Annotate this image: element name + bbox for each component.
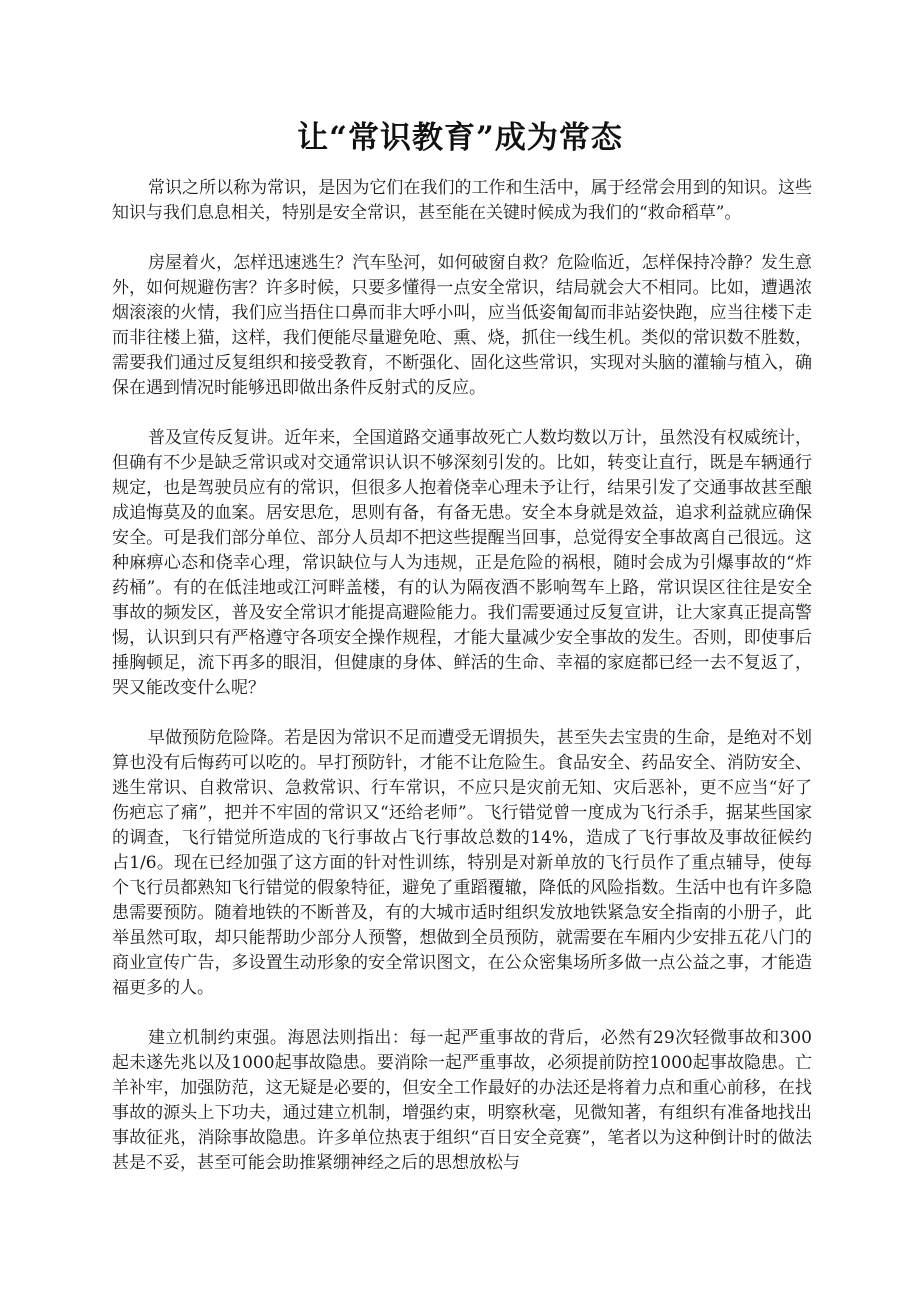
paragraph-5: 建立机制约束强。海恩法则指出：每一起严重事故的背后，必然有29次轻微事故和300起未遂先兆以及1000起事故隐患。要消除一起严重事故，必须提前防控1000起事故隐患。亡羊补牢，加强防范，这无疑是必要的，但安全工作最好的办法还是将着力点和重心前移，在找事故的源头上下功夫，通过建立机制，增强约束，明察秋毫，见微知著，有组织有准备地找出事故征兆，消除事故隐患。许多单位热衷于组织“百日安全竞赛”，笔者以为这种倒计时的做法甚是不妥，甚至可能会助推紧绷神经之后的思想放松与 [112, 1028, 812, 1173]
paragraph-3: 普及宣传反复讲。近年来，全国道路交通事故死亡人数均数以万计，虽然没有权威统计，但确有不少是缺乏常识或对交通常识认识不够深刻引发的。比如，转变让直行，既是车辆通行规定，也是驾驶员应有的常识，但很多人抱着侥幸心理未予让行，结果引发了交通事故甚至酿成追悔莫及的血案。居安思危，思则有备，有备无患。安全本身就是效益，追求利益就应确保安全。可是我们部分单位、部分人员却不把这些提醒当回事，总觉得安全事故离自己很远。这种麻痹心态和侥幸心理，常识缺位与人为违规，正是危险的祸根，随时会成为引爆事故的“炸药桶”。有的在低洼地或江河畔盖楼，有的认为隔夜酒不影响驾车上路，常识误区往往是安全事故的频发区，普及安全常识才能提高避险能力。我们需要通过反复宣讲，让大家真正提高警惕，认识到只有严格遵守各项安全操作规程，才能大量减少安全事故的发生。否则，即使事后捶胸顿足，流下再多的眼泪，但健康的身体、鲜活的生命、幸福的家庭都已经一去不复返了，哭又能改变什么呢？ [112, 428, 812, 698]
paragraph-4: 早做预防危险降。若是因为常识不足而遭受无谓损失，甚至失去宝贵的生命，是绝对不划算也没有后悔药可以吃的。早打预防针，才能不让危险生。食品安全、药品安全、消防安全、逃生常识、自救常识、急救常识、行车常识，不应只是灾前无知、灾后恶补，更不应当“好了伤疤忘了痛”，把并不牢固的常识又“还给老师”。飞行错觉曾一度成为飞行杀手，据某些国家的调查，飞行错觉所造成的飞行事故占飞行事故总数的14%，造成了飞行事故及事故征候约占1/6。现在已经加强了这方面的针对性训练，特别是对新单放的飞行员作了重点辅导，使每个飞行员都熟知飞行错觉的假象特征，避免了重蹈覆辙，降低的风险指数。生活中也有许多隐患需要预防。随着地铁的不断普及，有的大城市适时组织发放地铁紧急安全指南的小册子，此举虽然可取，却只能帮助少部分人预警，想做到全员预防，就需要在车厢内少安排五花八门的商业宣传广告，多设置生动形象的安全常识图文，在公众密集场所多做一点公益之事，才能造福更多的人。 [112, 728, 812, 998]
paragraph-1: 常识之所以称为常识，是因为它们在我们的工作和生活中，属于经常会用到的知识。这些知识与我们息息相关，特别是安全常识，甚至能在关键时候成为我们的“救命稻草”。 [112, 178, 812, 223]
article-body [112, 176, 812, 1201]
page-title: 让“常识教育”成为常态 [297, 120, 623, 156]
paragraph-2: 房屋着火，怎样迅速逃生？汽车坠河，如何破窗自救？危险临近，怎样保持冷静？发生意外，如何规避伤害？许多时候，只要多懂得一点安全常识，结局就会大不相同。比如，遭遇浓烟滚滚的火情，我们应当捂住口鼻而非大呼小叫，应当低姿匍匐而非站姿快跑，应当往楼下走而非往楼上猫，这样，我们便能尽量避免呛、熏、烧，抓住一线生机。类似的常识数不胜数，需要我们通过反复组织和接受教育，不断强化、固化这些常识，实现对头脑的灌输与植入，确保在遇到情况时能够迅即做出条件反射式的反应。 [112, 253, 812, 398]
